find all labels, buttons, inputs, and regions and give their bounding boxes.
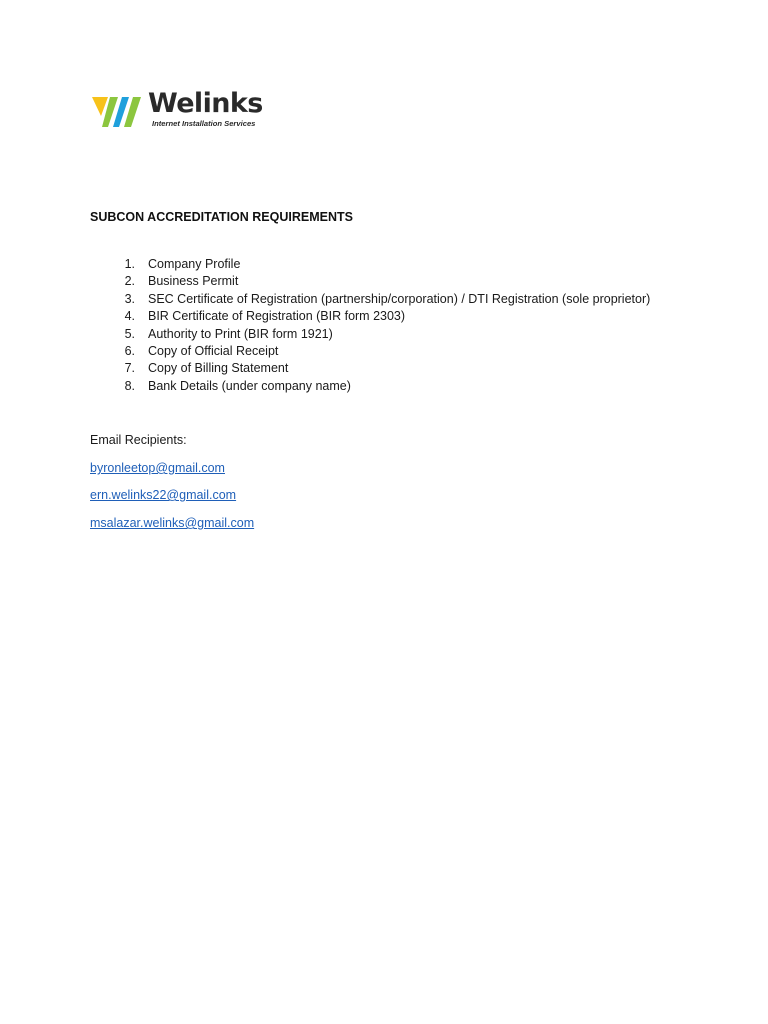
list-item bbox=[90, 360, 650, 377]
list-item-text: Bank Details (under company name) bbox=[148, 378, 351, 393]
list-item-number: 6. bbox=[124, 343, 135, 358]
list-item-text: Copy of Billing Statement bbox=[148, 361, 289, 376]
list-item-text: BIR Certificate of Registration (BIR form 2303) bbox=[148, 309, 406, 324]
logo-tagline: Internet Installation Services bbox=[152, 119, 256, 128]
list-item-number: 4. bbox=[124, 309, 135, 324]
welinks-logo-mark-icon bbox=[91, 94, 145, 130]
list-item bbox=[90, 343, 650, 360]
email-link-ern-welinks22[interactable]: ern.welinks22@gmail.com bbox=[90, 488, 237, 502]
email-link-byronleetop[interactable]: byronleetop@gmail.com bbox=[90, 461, 225, 475]
list-item-number: 1. bbox=[124, 257, 135, 271]
logo-wordmark: Welinks bbox=[148, 88, 263, 119]
list-item bbox=[90, 256, 650, 273]
list-item-text: Business Permit bbox=[148, 274, 239, 289]
email-recipients-label: Email Recipients: bbox=[90, 433, 187, 447]
document-title: SUBCON ACCREDITATION REQUIREMENTS bbox=[90, 210, 353, 224]
list-item bbox=[90, 308, 650, 325]
list-item-number: 8. bbox=[124, 378, 135, 393]
requirements-list bbox=[90, 256, 650, 395]
list-item-text: Copy of Official Receipt bbox=[148, 343, 279, 358]
list-item bbox=[90, 326, 650, 343]
list-item-number: 2. bbox=[124, 274, 135, 289]
list-item-text: Authority to Print (BIR form 1921) bbox=[148, 326, 333, 341]
list-item bbox=[90, 273, 650, 290]
list-item-number: 5. bbox=[124, 326, 135, 341]
list-item-number: 7. bbox=[124, 361, 135, 376]
list-item bbox=[90, 378, 650, 395]
list-item bbox=[90, 291, 650, 308]
list-item-number: 3. bbox=[124, 291, 135, 306]
list-item-text: SEC Certificate of Registration (partnership/corporation) / DTI Registration (sole proprietor) bbox=[148, 291, 651, 306]
welinks-logo bbox=[91, 88, 266, 132]
list-item-text: Company Profile bbox=[148, 257, 241, 271]
email-link-msalazar-welinks[interactable]: msalazar.welinks@gmail.com bbox=[90, 516, 255, 530]
